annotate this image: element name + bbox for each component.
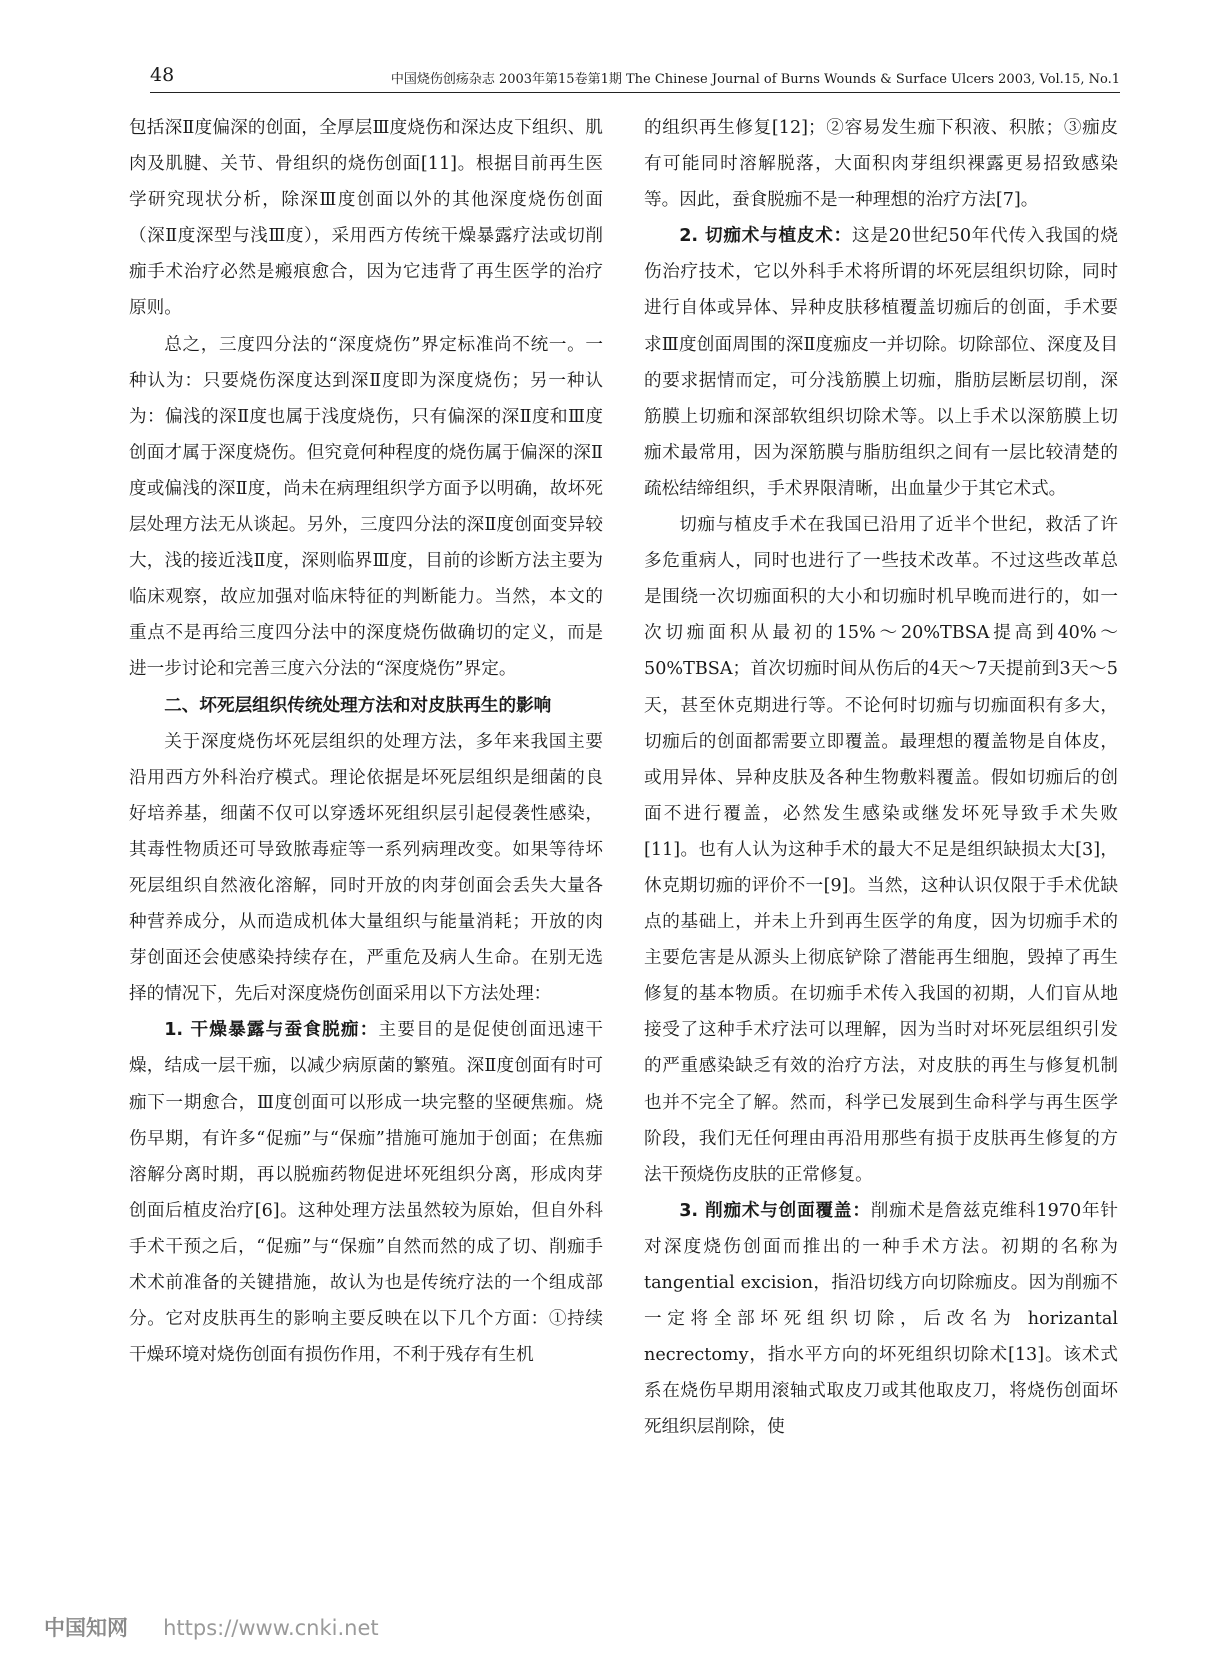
left-column [129, 110, 603, 1373]
right-column [644, 110, 1118, 1445]
paragraph: 包括深Ⅱ度偏深的创面，全厚层Ⅲ度烧伤和深达皮下组织、肌肉及肌腱、关节、骨组织的烧伤创面[11]。根据目前再生医学研究现状分析，除深Ⅲ度创面以外的其他深度烧伤创面（深Ⅱ度深型与浅Ⅲ度），采用西方传统干燥暴露疗法或切削痂手术治疗必然是瘢痕愈合，因为它违背了再生医学的治疗原则。 [129, 118, 603, 319]
paragraph: 总之，三度四分法的“深度烧伤”界定标准尚不统一。一种认为：只要烧伤深度达到深Ⅱ度即为深度烧伤；另一种认为：偏浅的深Ⅱ度也属于浅度烧伤，只有偏深的深Ⅱ度和Ⅲ度创面才属于深度烧伤。但究竟何种程度的烧伤属于偏深的深Ⅱ度或偏浅的深Ⅱ度，尚未在病理组织学方面予以明确，故坏死层处理方法无从谈起。另外，三度四分法的深Ⅱ度创面变异较大，浅的接近浅Ⅱ度，深则临界Ⅲ度，目前的诊断方法主要为临床观察，故应加强对临床特征的判断能力。当然，本文的重点不是再给三度四分法中的深度烧伤做确切的定义，而是进一步讨论和完善三度六分法的“深度烧伤”界定。 [129, 334, 603, 680]
paragraph [644, 1193, 1118, 1446]
watermark-footer [44, 1612, 379, 1642]
subsection-heading: 2. 切痂术与植皮术： [679, 226, 852, 247]
paragraph: 切痂与植皮手术在我国已沿用了近半个世纪，救活了许多危重病人，同时也进行了一些技术改革。不过这些改革总是围绕一次切痂面积的大小和切痂时机早晚而进行的，如一次切痂面积从最初的15%～20%TBSA提高到40%～50%TBSA；首次切痂时间从伤后的4天～7天提前到3天～5天，甚至休克期进行等。不论何时切痂与切痂面积有多大，切痂后的创面都需要立即覆盖。最理想的覆盖物是自体皮，或用异体、异种皮肤及各种生物敷料覆盖。假如切痂后的创面不进行覆盖，必然发生感染或继发坏死导致手术失败[11]。也有人认为这种手术的最大不足是组织缺损太大[3]，休克期切痂的评价不一[9]。当然，这种认识仅限于手术优缺点的基础上，并未上升到再生医学的角度，因为切痂手术的主要危害是从源头上彻底铲除了潜能再生细胞，毁掉了再生修复的基本物质。在切痂手术传入我国的初期，人们盲从地接受了这种手术疗法可以理解，因为当时对坏死层组织引发的严重感染缺乏有效的治疗方法，对皮肤的再生与修复机制也并不完全了解。然而，科学已发展到生命科学与再生医学阶段，我们无任何理由再沿用那些有损于皮肤再生修复的方法干预烧伤皮肤的正常修复。 [644, 515, 1118, 1185]
paragraph [644, 218, 1118, 507]
paragraph-text: 这是20世纪50年代传入我国的烧伤治疗技术，它以外科手术将所谓的坏死层组织切除，同时进行自体或异体、异种皮肤移植覆盖切痂后的创面，手术要求Ⅲ度创面周围的深Ⅱ度痂皮一并切除。切除部位、深度及目的要求据情而定，可分浅筋膜上切痂，脂肪层断层切削，深筋膜上切痂和深部软组织切除术等。以上手术以深筋膜上切痂术最常用，因为深筋膜与脂肪组织之间有一层比较清楚的疏松结缔组织，手术界限清晰，出血量少于其它术式。 [644, 226, 1118, 499]
section-heading: 二、坏死层组织传统处理方法和对皮肤再生的影响 [164, 695, 552, 716]
cnki-logo: 中国知网 [44, 1616, 128, 1640]
subsection-heading: 3. 削痂术与创面覆盖： [679, 1200, 871, 1221]
paragraph: 关于深度烧伤坏死层组织的处理方法，多年来我国主要沿用西方外科治疗模式。理论依据是坏死层组织是细菌的良好培养基，细菌不仅可以穿透坏死组织层引起侵袭性感染，其毒性物质还可导致脓毒症等一系列病理改变。如果等待坏死层组织自然液化溶解，同时开放的肉芽创面会丢失大量各种营养成分，从而造成机体大量组织与能量消耗；开放的肉芽创面还会使感染持续存在，严重危及病人生命。在别无选择的情况下，先后对深度烧伤创面采用以下方法处理： [129, 731, 603, 1005]
paragraph [129, 1012, 603, 1373]
page-number: 48 [150, 64, 175, 86]
page-header [150, 64, 1120, 93]
paragraph-text: 主要目的是促使创面迅速干燥，结成一层干痂，以减少病原菌的繁殖。深Ⅱ度创面有时可痂下一期愈合，Ⅲ度创面可以形成一块完整的坚硬焦痂。烧伤早期，有许多“促痂”与“保痂”措施可施加于创面；在焦痂溶解分离时期，再以脱痂药物促进坏死组织分离，形成肉芽创面后植皮治疗[6]。这种处理方法虽然较为原始，但自外科手术干预之后，“促痂”与“保痂”自然而然的成了切、削痂手术术前准备的关键措施，故认为也是传统疗法的一个组成部分。它对皮肤再生的影响主要反映在以下几个方面：①持续干燥环境对烧伤创面有损伤作用，不利于残存有生机 [129, 1020, 603, 1366]
cnki-url-link[interactable]: https://www.cnki.net [163, 1616, 379, 1640]
subsection-heading: 1. 干燥暴露与蚕食脱痂： [164, 1020, 379, 1041]
running-head: 中国烧伤创疡杂志 2003年第15卷第1期 The Chinese Journal of Burns Wounds & Surface Ulcers 2003, Vol.15, No.1 [390, 72, 1120, 87]
paragraph: 的组织再生修复[12]；②容易发生痂下积液、积脓；③痂皮有可能同时溶解脱落，大面积肉芽组织裸露更易招致感染等。因此，蚕食脱痂不是一种理想的治疗方法[7]。 [644, 118, 1118, 211]
paragraph-text: 削痂术是詹兹克维科1970年针对深度烧伤创面而推出的一种手术方法。初期的名称为 tangential excision，指沿切线方向切除痂皮。因为削痂不一定将全部坏死组织切除，后改名为 horizantal necrectomy，指水平方向的坏死组织切除术[13]。该术式系在烧伤早期用滚轴式取皮刀或其他取皮刀，将烧伤创面坏死组织层削除，使 [644, 1200, 1118, 1438]
